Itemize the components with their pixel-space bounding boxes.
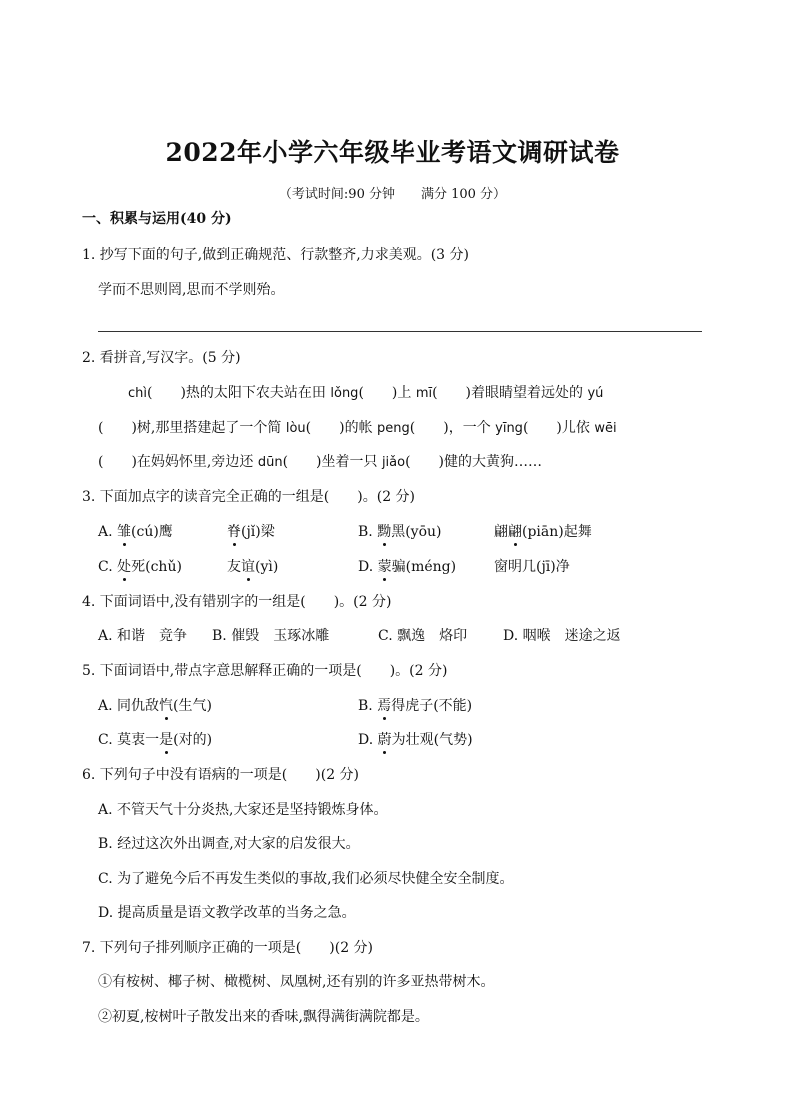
text-fragment: ( )着眼睛望着远处的 <box>432 385 588 401</box>
question-2-line-1 <box>128 384 603 403</box>
option-a: A. 同仇敌忾(生气) <box>98 698 212 714</box>
question-5-stem: 5. 下面词语中,带点字意思解释正确的一项是( )。(2 分) <box>82 663 448 679</box>
pinyin: dūn <box>257 455 283 470</box>
pinyin: yú <box>587 386 604 401</box>
dotted-char: 脊 <box>227 524 241 540</box>
option-a-1: A. 雏(cú)鹰 <box>98 524 173 540</box>
section-heading: 一、积累与运用(40 分) <box>82 211 232 227</box>
pinyin: yīng <box>495 421 523 436</box>
option-b-1: B. 黝黑(yōu) <box>358 524 442 540</box>
answer-line <box>98 331 702 332</box>
question-6-stem: 6. 下列句子中没有语病的一项是( )(2 分) <box>82 767 360 783</box>
exam-subtitle: （考试时间:90 分钟 满分 100 分） <box>278 187 507 202</box>
text-fragment: ( )儿依 <box>522 420 595 436</box>
option-d: D. 提高质量是语文教学改革的当务之急。 <box>98 905 356 921</box>
option-c: C. 为了避免今后不再发生类似的事故,我们必须尽快健全安全制度。 <box>98 871 514 887</box>
option-c: C. 飘逸 烙印 <box>378 628 468 644</box>
text-fragment: ( )的帐 <box>305 420 378 436</box>
dotted-char: 黝 <box>377 524 392 540</box>
pinyin: lòu <box>285 421 306 436</box>
pinyin: mī <box>415 386 433 401</box>
pinyin: wēi <box>594 421 617 436</box>
option-b: B. 经过这次外出调查,对大家的启发很大。 <box>98 836 360 852</box>
sentence-item: ①有桉树、椰子树、橄榄树、凤凰树,还有别的许多亚热带树木。 <box>98 974 495 990</box>
question-2-line-2 <box>98 419 617 438</box>
option-b: B. 催毁 玉琢冰雕 <box>212 628 330 644</box>
option-a: A. 不管天气十分炎热,大家还是坚持锻炼身体。 <box>98 802 388 818</box>
option-d: D. 咽喉 迷途之返 <box>503 628 621 644</box>
question-1-stem: 1. 抄写下面的句子,做到正确规范、行款整齐,力求美观。(3 分) <box>82 247 469 263</box>
question-2-stem: 2. 看拼音,写汉字。(5 分) <box>82 350 241 366</box>
dotted-char: 谊 <box>241 559 255 575</box>
text-fragment: ( )健的大黄狗…… <box>405 454 543 470</box>
dotted-char: 蔚 <box>377 732 392 748</box>
exam-title: 2022年小学六年级毕业考语文调研试卷 <box>165 138 620 167</box>
option-d: D. 蔚为壮观(气势) <box>358 732 473 748</box>
option-d-2: 窗明几(jī)净 <box>494 559 570 575</box>
question-4-stem: 4. 下面词语中,没有错别字的一组是( )。(2 分) <box>82 594 392 610</box>
option-c-2: 友谊(yì) <box>227 559 279 575</box>
option-a: A. 和谐 竞争 <box>98 628 188 644</box>
text-fragment: ( )上 <box>358 385 416 401</box>
text-fragment: ( )树,那里搭建起了一个简 <box>98 420 286 436</box>
option-b: B. 焉得虎子(不能) <box>358 698 473 714</box>
question-2-line-3 <box>98 453 542 472</box>
pinyin: lǒng <box>330 386 359 401</box>
option-c-1: C. 处死(chǔ) <box>98 559 182 575</box>
dotted-char: 翩 <box>508 524 522 540</box>
dotted-char: 是 <box>159 732 174 748</box>
dotted-char: 焉 <box>377 698 392 714</box>
question-1-sentence: 学而不思则罔,思而不学则殆。 <box>98 282 285 298</box>
text-fragment: ( )在妈妈怀里,旁边还 <box>98 454 258 470</box>
text-fragment: ( )热的太阳下农夫站在田 <box>147 385 331 401</box>
pinyin: chì <box>128 386 147 401</box>
option-b-2: 翩翩(piān)起舞 <box>494 524 592 540</box>
text-fragment: ( )坐着一只 <box>282 454 382 470</box>
option-d-1: D. 蒙骗(méng) <box>358 559 457 575</box>
dotted-char: 处 <box>117 559 132 575</box>
text-fragment: ( )，一个 <box>409 420 496 436</box>
option-a-2: 脊(jǐ)梁 <box>227 524 275 540</box>
question-3-stem: 3. 下面加点字的读音完全正确的一组是( )。(2 分) <box>82 489 416 505</box>
question-7-stem: 7. 下列句子排列顺序正确的一项是( )(2 分) <box>82 940 374 956</box>
dotted-char: 雏 <box>117 524 132 540</box>
option-c: C. 莫衷一是(对的) <box>98 732 213 748</box>
pinyin: jiǎo <box>381 455 406 470</box>
sentence-item: ②初夏,桉树叶子散发出来的香味,飘得满街满院都是。 <box>98 1009 429 1025</box>
pinyin: peng <box>377 421 410 436</box>
dotted-char: 蒙 <box>377 559 392 575</box>
dotted-char: 忾 <box>159 698 174 714</box>
